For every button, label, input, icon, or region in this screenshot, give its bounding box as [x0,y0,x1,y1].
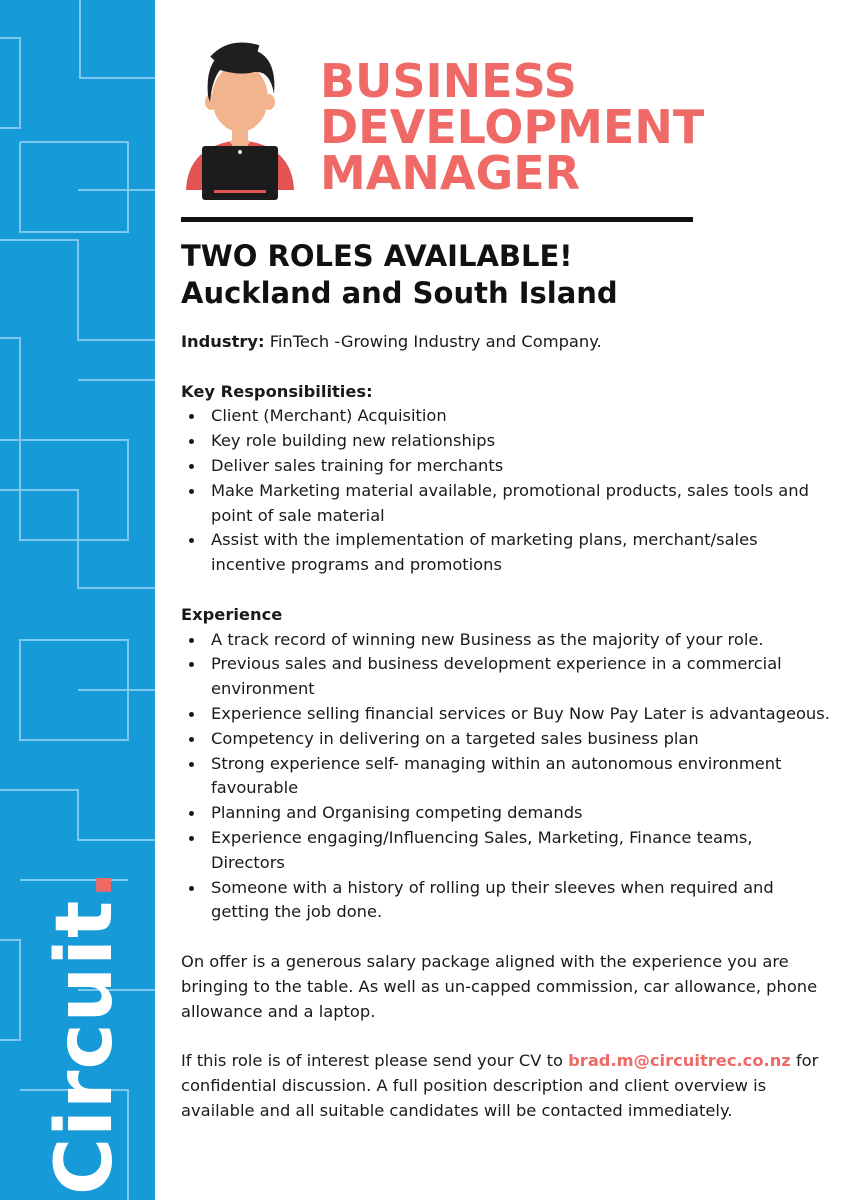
brand-logo: Circuit. [40,869,130,1195]
list-item: Deliver sales training for merchants [211,454,831,479]
contact-paragraph [181,1049,831,1123]
offer-paragraph: On offer is a generous salary package aligned with the experience you are bringing to the table. As well as un-capped commission, car allowance, phone allowance and a laptop. [181,951,818,1021]
job-title-line: MANAGER [320,146,581,200]
list-item: Planning and Organising competing demands [211,801,831,826]
list-item: A track record of winning new Business as the majority of your role. [211,628,831,653]
roles-available: TWO ROLES AVAILABLE! [181,239,573,273]
list-item: Make Marketing material available, promotional products, sales tools and point of sale material [211,479,831,529]
list-item: Client (Merchant) Acquisition [211,404,831,429]
job-title-line: BUSINESS [320,54,577,108]
list-item: Key role building new relationships [211,429,831,454]
list-item: Experience engaging/Influencing Sales, Marketing, Finance teams, Directors [211,826,831,876]
responsibilities-list [181,404,831,578]
industry-value: FinTech -Growing Industry and Company. [269,332,602,351]
job-title [320,54,820,200]
list-item: Previous sales and business development experience in a commercial environment [211,652,831,702]
responsibilities-heading: Key Responsibilities: [181,381,373,401]
locations: Auckland and South Island [181,276,618,310]
experience-list [181,628,831,926]
industry-line [181,330,831,355]
list-item: Experience selling financial services or Buy Now Pay Later is advantageous. [211,702,831,727]
contact-intro: If this role is of interest please send your CV to [181,1051,569,1071]
job-description [181,330,831,1124]
job-title-line: DEVELOPMENT [320,100,705,154]
header-divider [181,217,693,222]
list-item: Strong experience self- managing within an autonomous environment favourable [211,752,831,802]
list-item: Assist with the implementation of marketing plans, merchant/sales incentive programs and promotions [211,528,831,578]
brand-band [0,0,155,1200]
person-laptop-illustration [180,40,300,210]
contact-email-link[interactable]: brad.m@circuitrec.co.nz [568,1051,791,1071]
experience-heading: Experience [181,604,283,624]
roles-subheading [181,238,821,312]
industry-label: Industry: [181,332,265,351]
list-item: Someone with a history of rolling up their sleeves when required and getting the job done. [211,876,831,926]
list-item: Competency in delivering on a targeted sales business plan [211,727,831,752]
contact-outro: for confidential discussion. A full position description and client overview is available and all suitable candidates will be contacted immediately. [181,1051,819,1120]
